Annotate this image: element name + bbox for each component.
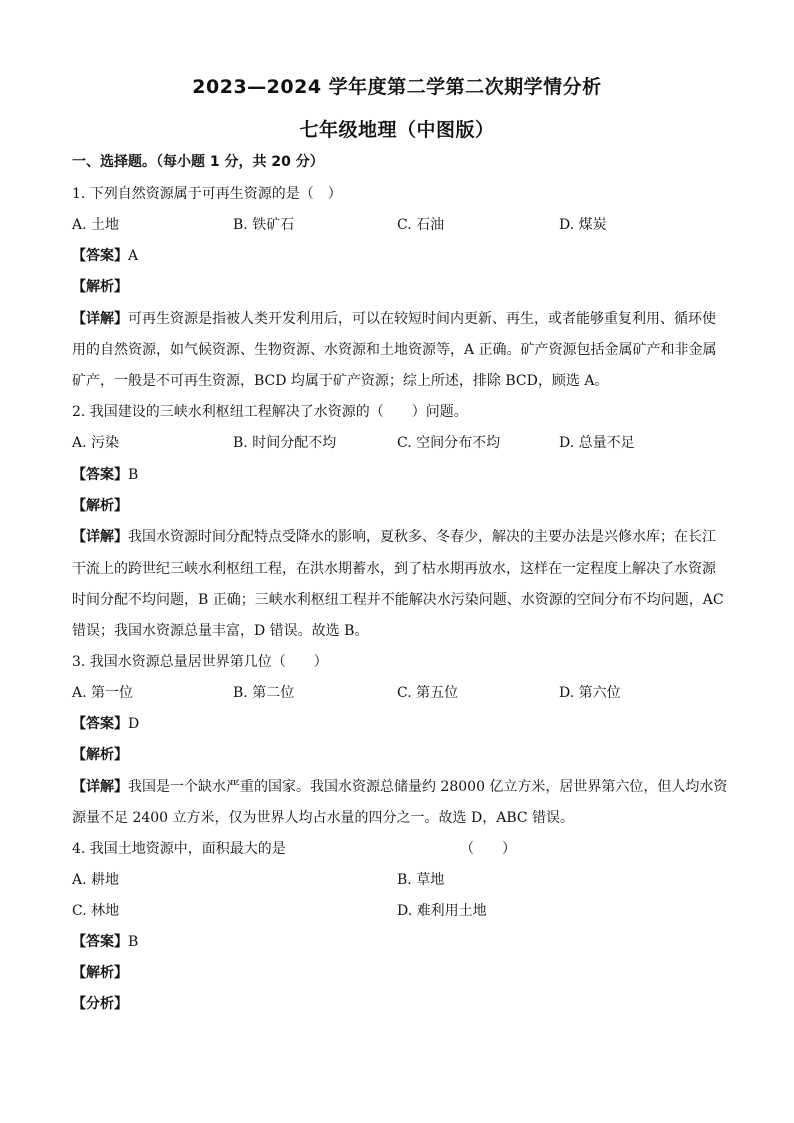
question-1-option-b: B. 铁矿石 <box>233 217 295 233</box>
detail-text: 我国是一个缺水严重的国家。我国水资源总储量约 28000 亿立方米，居世界第六位，但人均水资 <box>128 779 728 795</box>
question-2-option-c: C. 空间分布不均 <box>397 435 501 451</box>
question-3-option-b: B. 第二位 <box>233 685 295 701</box>
question-1-option-a: A. 土地 <box>72 217 120 233</box>
question-1-stem: 1. 下列自然资源属于可再生资源的是（ ） <box>72 186 342 202</box>
detail-label: 【详解】 <box>72 779 128 795</box>
detail-text: 我国水资源时间分配特点受降水的影响，夏秋多、冬春少，解决的主要办法是兴修水库；在长江 <box>128 529 716 545</box>
question-1-option-c: C. 石油 <box>397 217 445 233</box>
question-4-option-d: D. 难利用土地 <box>397 903 487 919</box>
question-1-detail-line-2: 用的自然资源，如气候资源、生物资源、水资源和土地资源等，A 正确。矿产资源包括金属矿产和非金属 <box>72 342 717 358</box>
answer-label: 【答案】 <box>72 934 128 950</box>
question-1-analysis-label: 【解析】 <box>72 279 128 295</box>
question-2-analysis-label: 【解析】 <box>72 498 128 514</box>
answer-value: D <box>128 716 140 732</box>
question-4-answer <box>72 931 138 951</box>
question-2-detail-line-2: 干流上的跨世纪三峡水利枢纽工程，在洪水期蓄水，到了枯水期再放水，这样在一定程度上解决了水资源 <box>72 561 716 577</box>
question-3-detail-line-1 <box>72 776 728 796</box>
question-2-option-d: D. 总量不足 <box>559 435 635 451</box>
question-3-option-a: A. 第一位 <box>72 685 134 701</box>
answer-value: B <box>128 467 139 483</box>
question-2-detail-line-1 <box>72 526 722 546</box>
document-subtitle: 七年级地理（中图版） <box>299 119 495 141</box>
detail-label: 【详解】 <box>72 529 128 545</box>
question-4-fenxi-label: 【分析】 <box>72 996 128 1012</box>
section-heading: 一、选择题。（每小题 1 分，共 20 分） <box>72 154 324 170</box>
answer-label: 【答案】 <box>72 716 128 732</box>
answer-value: A <box>128 248 139 264</box>
question-4-stem-paren: （ ） <box>460 841 516 857</box>
question-4-option-c: C. 林地 <box>72 903 120 919</box>
question-2-stem: 2. 我国建设的三峡水利枢纽工程解决了水资源的（ ）问题。 <box>72 404 468 420</box>
question-1-detail-line-1 <box>72 308 722 328</box>
question-3-option-d: D. 第六位 <box>559 685 621 701</box>
answer-label: 【答案】 <box>72 248 128 264</box>
question-3-stem: 3. 我国水资源总量居世界第几位（ ） <box>72 654 328 670</box>
question-1-option-d: D. 煤炭 <box>559 217 607 233</box>
question-2-option-b: B. 时间分配不均 <box>233 435 337 451</box>
question-4-stem: 4. 我国土地资源中，面积最大的是 <box>72 841 286 857</box>
question-1-answer <box>72 245 138 265</box>
question-3-detail-line-2: 源量不足 2400 立方米，仅为世界人均占水量的四分之一。故选 D，ABC 错误。 <box>72 810 575 826</box>
question-2-option-a: A. 污染 <box>72 435 120 451</box>
question-3-answer <box>72 713 139 733</box>
question-4-option-b: B. 草地 <box>397 872 445 888</box>
question-4-analysis-label: 【解析】 <box>72 965 128 981</box>
question-3-option-c: C. 第五位 <box>397 685 459 701</box>
question-2-answer <box>72 464 138 484</box>
answer-value: B <box>128 934 139 950</box>
question-1-detail-line-3: 矿产，一般是不可再生资源，BCD 均属于矿产资源；综上所述，排除 BCD，顾选 A。 <box>72 373 609 389</box>
question-2-detail-line-4: 错误；我国水资源总量丰富，D 错误。故选 B。 <box>72 623 369 639</box>
question-4-option-a: A. 耕地 <box>72 872 120 888</box>
answer-label: 【答案】 <box>72 467 128 483</box>
question-3-analysis-label: 【解析】 <box>72 747 128 763</box>
detail-text: 可再生资源是指被人类开发利用后，可以在较短时间内更新、再生，或者能够重复利用、循环使 <box>128 311 716 327</box>
question-2-detail-line-3: 时间分配不均问题，B 正确；三峡水利枢纽工程并不能解决水污染问题、水资源的空间分布不均问题，AC <box>72 592 724 608</box>
detail-label: 【详解】 <box>72 311 128 327</box>
document-title: 2023—2024 学年度第二学第二次期学情分析 <box>192 76 602 98</box>
